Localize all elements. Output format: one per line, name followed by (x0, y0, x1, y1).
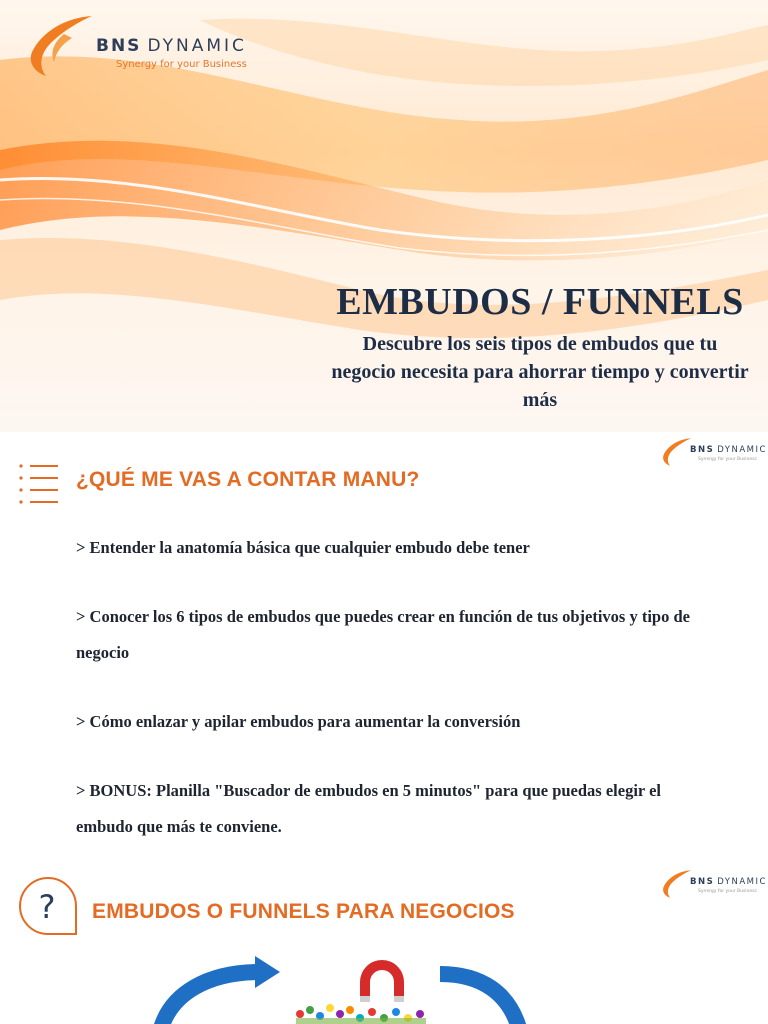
question-glyph: ? (38, 888, 56, 926)
arrow-head (255, 956, 280, 988)
magnet-icon (360, 960, 404, 1002)
agenda-item: > Entender la anatomía básica que cualquier embudo debe tener (76, 538, 530, 557)
swoosh-logo-icon (660, 436, 692, 468)
agenda-item: > BONUS: Planilla "Buscador de embudos en 5 minutos" para que puedas elegir el embudo que más te conviene. (76, 781, 661, 836)
cover-title: EMBUDOS / FUNNELS (336, 281, 744, 323)
bns-dynamic-logo-small (660, 868, 768, 902)
logo-tagline: Synergy for your Business (116, 59, 247, 70)
agenda-list (76, 530, 716, 878)
logo-wordmark (96, 36, 247, 56)
cover-subtitle: Descubre los seis tipos de embudos que tu negocio necesita para ahorrar tiempo y convertir más (331, 333, 749, 411)
agenda-item: > Conocer los 6 tipos de embudos que puedes crear en función de tus objetivos y tipo de negocio (76, 607, 690, 662)
bns-dynamic-logo (24, 12, 274, 82)
funnels-slide (0, 862, 768, 1024)
agenda-slide (0, 432, 768, 862)
logo-brand: BNS (690, 877, 715, 887)
question-bubble-icon (18, 876, 78, 936)
swoosh-logo-icon (660, 868, 692, 900)
logo-wordmark (690, 877, 767, 887)
funnels-title: EMBUDOS O FUNNELS PARA NEGOCIOS (92, 900, 515, 923)
bns-dynamic-logo-small (660, 436, 768, 470)
funnel-illustration (150, 952, 550, 1024)
agenda-title: ¿QUÉ ME VAS A CONTAR MANU? (76, 468, 420, 491)
logo-word: DYNAMIC (147, 36, 247, 56)
agenda-item: > Cómo enlazar y apilar embudos para aumentar la conversión (76, 712, 521, 731)
logo-word: DYNAMIC (717, 445, 767, 455)
left-arrow (160, 972, 260, 1024)
cover-slide (0, 0, 768, 432)
list-icon (18, 462, 60, 506)
crowd-people (296, 1004, 426, 1024)
logo-tagline: Synergy for your Business (698, 889, 757, 894)
swoosh-logo-icon (24, 12, 94, 80)
logo-wordmark (690, 445, 767, 455)
right-arrow (440, 974, 520, 1024)
logo-tagline: Synergy for your Business (698, 457, 757, 462)
logo-brand: BNS (690, 445, 715, 455)
logo-brand: BNS (96, 36, 142, 56)
logo-word: DYNAMIC (717, 877, 767, 887)
